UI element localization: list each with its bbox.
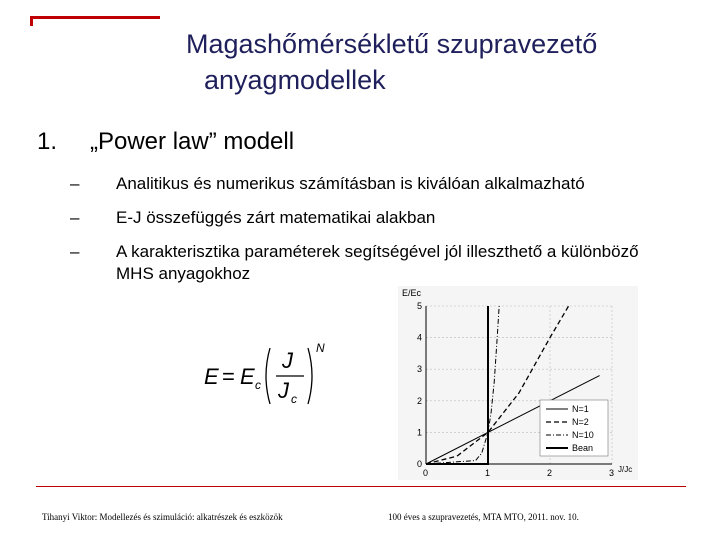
y-tick-label: 2 <box>417 395 423 406</box>
bullet-text: E-J összefüggés zárt matematikai alakban <box>116 208 436 227</box>
y-axis-label: E/Ec <box>402 288 422 298</box>
bullet-dash: – <box>70 242 80 261</box>
x-tick-label: 1 <box>485 468 491 478</box>
footer-author: Tihanyi Viktor: Modellezés és szimuláció: alkatrészek és eszközök <box>42 512 283 522</box>
slide-title <box>186 26 597 98</box>
heading-text: „Power law” modell <box>90 128 295 155</box>
formula-exponent: N <box>316 341 325 355</box>
legend-label: Bean <box>572 443 594 453</box>
y-tick-label: 3 <box>417 364 423 375</box>
formula-coef: E <box>240 364 255 389</box>
heading-number: 1. <box>37 128 58 155</box>
formula-right-paren <box>308 348 312 404</box>
title-line-1: Magashőmérsékletű szupravezető <box>186 29 598 59</box>
legend-label: N=2 <box>572 417 589 427</box>
formula-left-paren <box>266 348 270 404</box>
formula-denominator: J <box>278 378 289 403</box>
power-law-formula <box>198 336 334 406</box>
formula-lhs: E <box>204 364 219 389</box>
bullet-dash: – <box>70 208 80 227</box>
bullet-dash: – <box>70 174 80 193</box>
y-tick-label: 1 <box>417 427 423 438</box>
corner-accent-vertical <box>30 16 33 26</box>
x-tick-label: 2 <box>547 468 553 478</box>
y-tick-label: 4 <box>417 332 423 343</box>
bullet-text: A karakterisztika paraméterek segítségével jól illeszthető a különböző MHS anyagokhoz <box>116 242 639 283</box>
legend-label: N=1 <box>572 404 589 414</box>
y-tick-label: 5 <box>417 301 423 311</box>
ej-characteristic-chart <box>398 286 638 480</box>
corner-accent-horizontal <box>30 16 160 19</box>
x-axis-label: J/Jc <box>618 465 633 474</box>
formula-coef-sub: c <box>255 378 261 392</box>
x-tick-label: 0 <box>423 468 429 478</box>
formula-equals: = <box>222 364 235 389</box>
legend-label: N=10 <box>572 430 594 440</box>
footer-event: 100 éves a szupravezetés, MTA MTO, 2011. nov. 10. <box>388 512 579 522</box>
footer-rule <box>36 486 686 487</box>
formula-numerator: J <box>282 348 293 373</box>
title-line-2: anyagmodellek <box>204 65 386 95</box>
x-tick-label: 3 <box>609 468 615 478</box>
y-tick-label: 0 <box>417 459 423 469</box>
chart-legend <box>540 400 608 456</box>
formula-den-sub: c <box>291 392 297 406</box>
bullet-text: Analitikus és numerikus számításban is kiválóan alkalmazható <box>116 174 585 193</box>
